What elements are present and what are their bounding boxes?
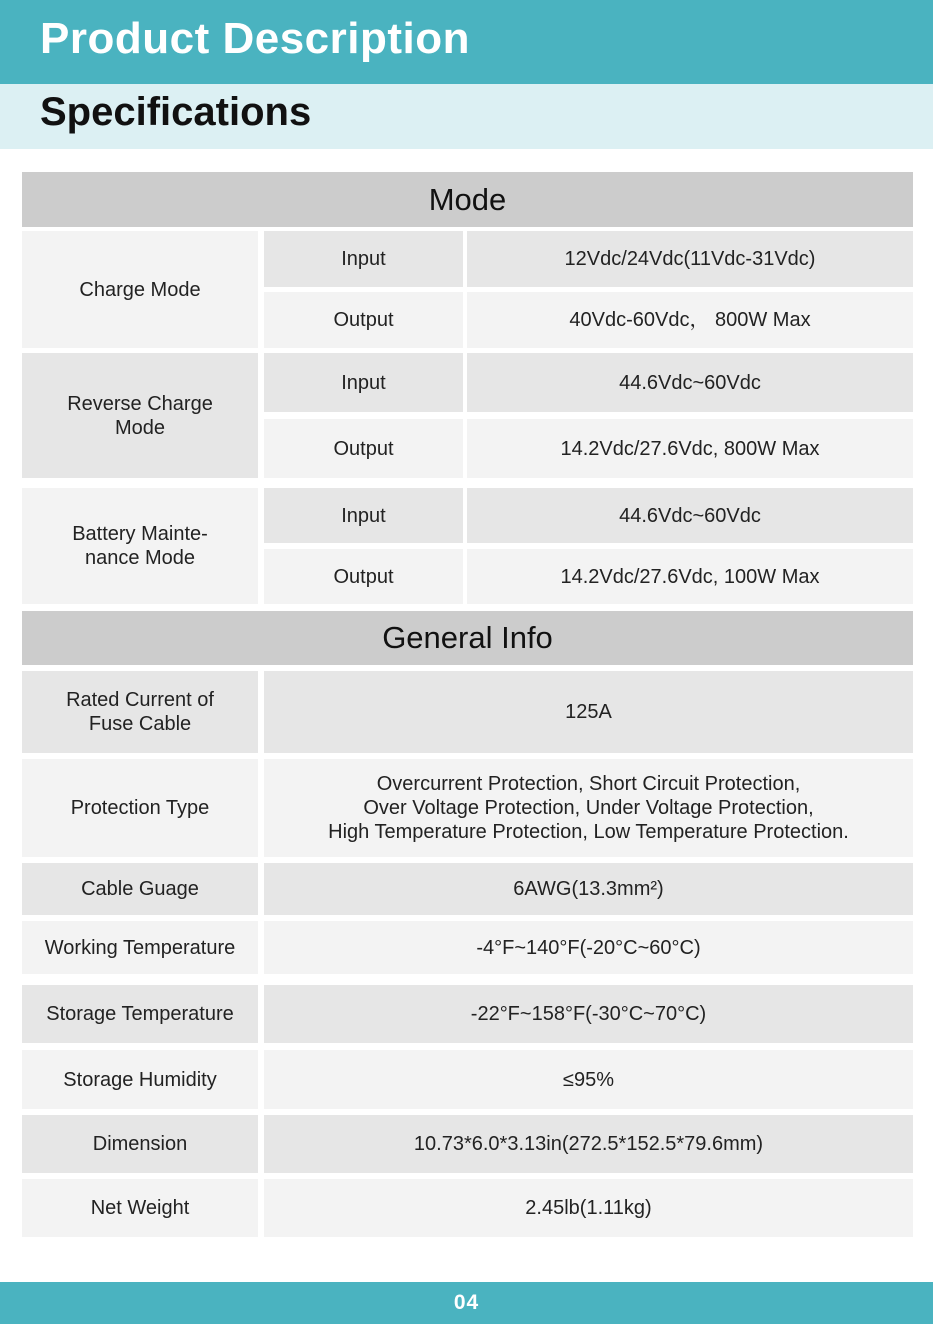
maintenance-input-value: 44.6Vdc~60Vdc [467,488,913,543]
protection-type-label: Protection Type [22,759,258,857]
mode-heading: Mode [22,172,913,227]
page-number: 04 [453,1291,480,1314]
maintenance-output-label: Output [264,549,463,604]
reverse-output-value: 14.2Vdc/27.6Vdc, 800W Max [467,419,913,478]
rated-current-label [22,671,258,753]
charge-input-value: 12Vdc/24Vdc(11Vdc-31Vdc) [467,231,913,287]
rated-current-value: 125A [264,671,913,753]
cable-guage-label: Cable Guage [22,863,258,915]
protection-type-line-2: Over Voltage Protection, Under Voltage Protection, [363,797,814,819]
storage-humidity-value: ≤95% [264,1050,913,1109]
maintenance-output-value: 14.2Vdc/27.6Vdc, 100W Max [467,549,913,604]
battery-maintenance-mode-label-line-1: Battery Mainte- [72,523,208,545]
footer-bar [0,1282,933,1324]
dimension-value: 10.73*6.0*3.13in(272.5*152.5*79.6mm) [264,1115,913,1173]
rated-current-label-line-2: Fuse Cable [88,713,192,735]
rated-current-label-line-1: Rated Current of [66,689,214,711]
protection-type-value [264,759,913,857]
protection-type-line-3: High Temperature Protection, Low Temperature Protection. [328,821,849,843]
net-weight-value: 2.45lb(1.11kg) [264,1179,913,1237]
net-weight-label: Net Weight [22,1179,258,1237]
storage-humidity-label: Storage Humidity [22,1050,258,1109]
storage-temperature-label: Storage Temperature [22,985,258,1043]
charge-input-label: Input [264,231,463,287]
reverse-charge-mode-label-line-2: Mode [114,416,166,439]
reverse-output-label: Output [264,419,463,478]
cable-guage-value: 6AWG(13.3mm²) [264,863,913,915]
charge-mode-label: Charge Mode [22,231,258,348]
reverse-input-label: Input [264,353,463,412]
general-info-heading: General Info [22,611,913,665]
page-title: Product Description [40,14,470,63]
battery-maintenance-mode-label-line-2: nance Mode [84,547,196,569]
charge-output-value: 40Vdc-60Vdc， 800W Max [467,292,913,348]
dimension-label: Dimension [22,1115,258,1173]
working-temperature-label: Working Temperature [22,921,258,974]
reverse-input-value: 44.6Vdc~60Vdc [467,353,913,412]
reverse-charge-mode-label [22,353,258,478]
working-temperature-value: -4°F~140°F(-20°C~60°C) [264,921,913,974]
reverse-charge-mode-label-line-1: Reverse Charge [67,392,213,415]
storage-temperature-value: -22°F~158°F(-30°C~70°C) [264,985,913,1043]
battery-maintenance-mode-label [22,488,258,604]
protection-type-line-1: Overcurrent Protection, Short Circuit Protection, [376,773,801,795]
charge-output-label: Output [264,292,463,348]
section-title: Specifications [40,90,312,134]
maintenance-input-label: Input [264,488,463,543]
